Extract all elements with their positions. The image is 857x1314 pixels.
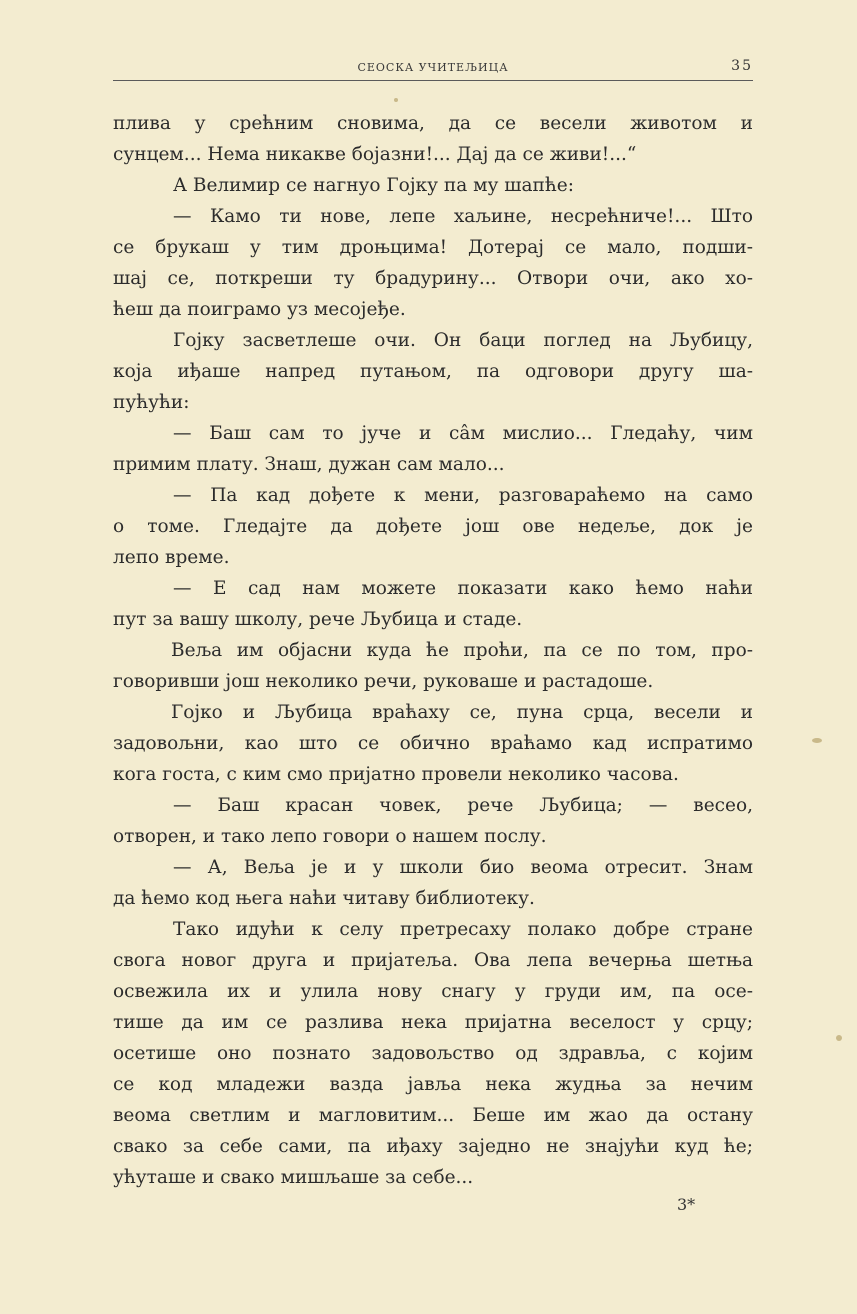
- text-line: пут за вашу школу, рече Љубица и стаде.: [113, 609, 523, 630]
- text-line: Гојку засветлеше очи. Он баци поглед на Љубицу,: [173, 330, 753, 351]
- text-line: Тако идући к селу претресаху полако добре стране: [173, 919, 753, 940]
- text-line: — Баш сам то јуче и са̂м мислио... Гледаћу, чим: [173, 423, 753, 444]
- text-line: А Велимир се нагнуо Гојку па му шапће:: [173, 175, 574, 196]
- page-number: 35: [731, 58, 753, 74]
- paper-speck: [394, 98, 398, 102]
- text-line: — Е сад нам можете показати како ћемо наћи: [173, 578, 753, 599]
- text-line: освежила их и улила нову снагу у груди им, па осе-: [113, 981, 753, 1002]
- signature-mark: 3*: [677, 1195, 696, 1214]
- text-line: отворен, и тако лепо говори о нашем послу.: [113, 826, 547, 847]
- text-line: — Баш красан човек, рече Љубица; — весео,: [173, 795, 753, 816]
- page-header: [113, 58, 753, 80]
- text-line: — Па кад дођете к мени, разговараћемо на само: [173, 485, 753, 506]
- text-line: да ћемо код њега наћи читаву библиотеку.: [113, 888, 535, 909]
- paper-speck: [836, 1035, 842, 1041]
- running-head: СЕОСКА УЧИТЕЉИЦА: [357, 61, 509, 74]
- text-line: примим плату. Знаш, дужан сам мало...: [113, 454, 505, 475]
- text-line: Веља им објасни куда ће проћи, па се по том, про-: [171, 640, 753, 661]
- text-line: се брукаш у тим дроњцима! Дотерај се мало, подши-: [113, 237, 753, 258]
- text-line: осетише оно познато задовољство од здравља, с којим: [113, 1043, 753, 1064]
- text-line: се код младежи вазда јавља нека жудња за нечим: [113, 1074, 753, 1095]
- text-line: плива у срећним сновима, да се весели животом и: [113, 113, 753, 134]
- text-line: сунцем... Нема никакве бојазни!... Дај да се живи!...“: [113, 144, 637, 165]
- text-line: пућући:: [113, 392, 190, 413]
- text-line: тише да им се разлива нека пријатна веселост у срцу;: [113, 1012, 753, 1033]
- text-line: која иђаше напред путањом, па одговори другу ша-: [113, 361, 753, 382]
- text-line: — А, Веља је и у школи био веома отресит. Знам: [173, 857, 753, 878]
- paper-speck: [812, 738, 822, 743]
- text-line: — Камо ти нове, лепе хаљине, несрећниче!... Што: [173, 206, 753, 227]
- body-text: [113, 108, 753, 1193]
- text-line: о томе. Гледајте да дођете још ове недеље, док је: [113, 516, 753, 537]
- text-line: кога госта, с ким смо пријатно провели неколико часова.: [113, 764, 679, 785]
- text-line: Гојко и Љубица враћаху се, пуна срца, весели и: [171, 702, 753, 723]
- text-line: ућуташе и свако мишљаше за себе...: [113, 1167, 474, 1188]
- text-line: говоривши још неколико речи, руковаше и растадоше.: [113, 671, 654, 692]
- text-line: лепо време.: [113, 547, 230, 568]
- text-line: задовољни, као што се обично враћамо кад испратимо: [113, 733, 753, 754]
- text-line: ћеш да поиграмо уз месојеђе.: [113, 299, 406, 320]
- text-line: веома светлим и магловитим... Беше им жао да остану: [113, 1105, 753, 1126]
- header-rule: [113, 80, 753, 81]
- text-line: свако за себе сами, па иђаху заједно не знајући куд ће;: [113, 1136, 753, 1157]
- text-line: шај се, поткреши ту брадурину... Отвори очи, ако хо-: [113, 268, 753, 289]
- text-line: свога новог друга и пријатеља. Ова лепа вечерња шетња: [113, 950, 753, 971]
